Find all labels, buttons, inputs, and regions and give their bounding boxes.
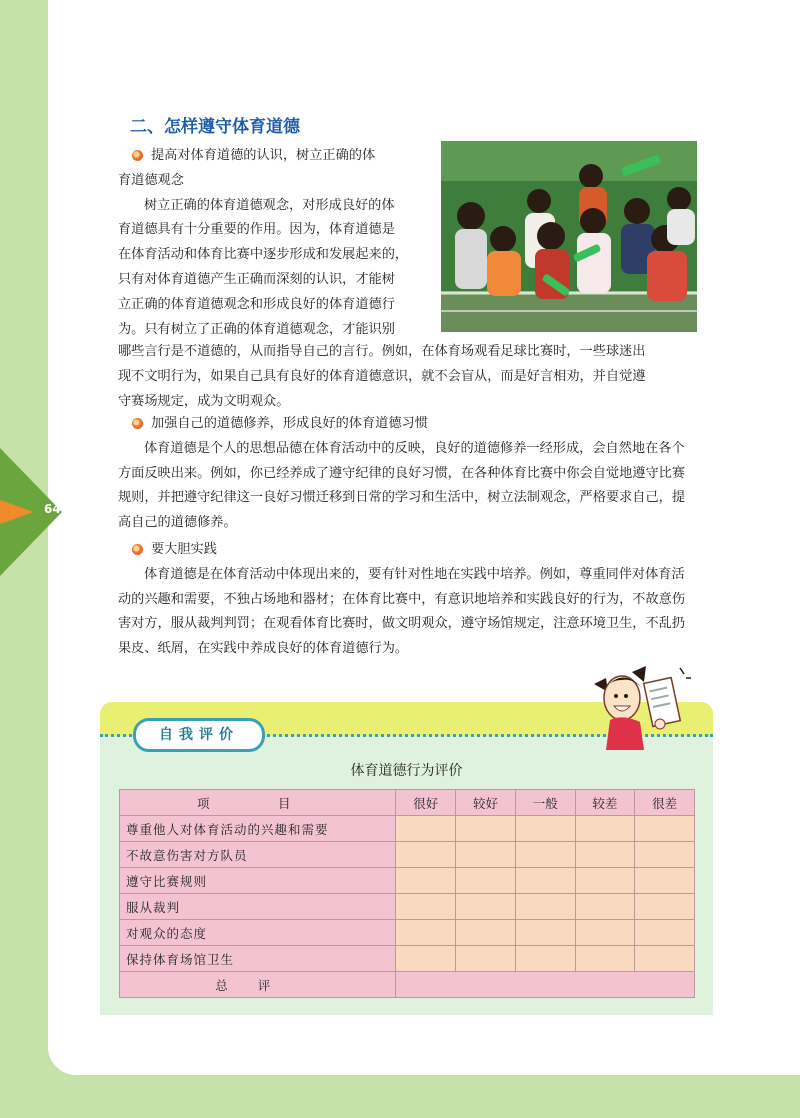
rating-cell[interactable] — [396, 920, 456, 946]
column-header: 较差 — [575, 790, 635, 816]
column-header: 较好 — [456, 790, 516, 816]
evaluation-item: 保持体育场馆卫生 — [120, 946, 396, 972]
table-row — [120, 842, 695, 868]
rating-cell[interactable] — [456, 894, 516, 920]
subsection-1-heading-line-2: 育道德观念 — [118, 172, 184, 188]
orange-dot-icon — [132, 150, 143, 161]
rating-cell[interactable] — [515, 868, 575, 894]
rating-cell[interactable] — [635, 920, 695, 946]
paragraph-line: 为。只有树立了正确的体育道德观念，才能识别 — [118, 321, 395, 337]
rating-cell[interactable] — [635, 816, 695, 842]
paragraph-line: 育道德具有十分重要的作用。因为，体育道德是 — [118, 222, 395, 238]
evaluation-item: 对观众的态度 — [120, 920, 396, 946]
subsection-3-paragraph: 体育道德是在体育活动中体现出来的，要有针对性地在实践中培养。例如，尊重同伴对体育活动的兴趣和需要，不独占场地和器材；在体育比赛中，有意识地培养和实践良好的行为，不故意伤害对方，服从裁判判罚；在观看体育比赛时，做文明观众，遵守场馆规定，注意环境卫生，不乱扔果皮、纸屑，在实践中养成良好的体育道德行为。 — [118, 566, 686, 657]
rating-cell[interactable] — [515, 894, 575, 920]
rating-cell[interactable] — [515, 816, 575, 842]
column-header: 一般 — [515, 790, 575, 816]
rating-cell[interactable] — [635, 946, 695, 972]
self-evaluation-label: 自我评价 — [133, 718, 265, 752]
table-row — [120, 868, 695, 894]
table-row — [120, 816, 695, 842]
section-title: 二、怎样遵守体育道德 — [130, 117, 300, 137]
paragraph-line: 树立正确的体育道德观念，对形成良好的体 — [144, 197, 395, 213]
girl-holding-report-card-illustration — [592, 664, 692, 750]
paragraph-line: 只有对体育道德产生正确而深刻的认识，才能树 — [118, 271, 395, 287]
rating-cell[interactable] — [575, 868, 635, 894]
subsection-2-heading: 加强自己的道德修养，形成良好的体育道德习惯 — [151, 416, 428, 431]
paragraph-line: 哪些言行是不道德的，从而指导自己的言行。例如，在体育场观看足球比赛时，一些球迷出 — [118, 344, 646, 359]
table-total-row — [120, 972, 695, 998]
paragraph-line: 立正确的体育道德观念和形成良好的体育道德行 — [118, 296, 395, 312]
rating-cell[interactable] — [575, 842, 635, 868]
orange-dot-icon — [132, 544, 143, 555]
evaluation-item: 不故意伤害对方队员 — [120, 842, 396, 868]
column-header: 很差 — [635, 790, 695, 816]
total-label: 总评 — [120, 972, 396, 998]
subsection-3-heading: 要大胆实践 — [151, 542, 217, 557]
orange-dot-icon — [132, 418, 143, 429]
photo-illustration — [441, 141, 697, 332]
column-header-item: 项 目 — [120, 790, 396, 816]
rating-cell[interactable] — [456, 920, 516, 946]
table-header-row — [120, 790, 695, 816]
rating-cell[interactable] — [635, 894, 695, 920]
table-row — [120, 946, 695, 972]
evaluation-table — [119, 789, 695, 998]
page-number: 64 — [44, 502, 61, 516]
rating-cell[interactable] — [515, 946, 575, 972]
stadium-fans-photo — [441, 141, 697, 332]
paragraph-line: 现不文明行为，如果自己具有良好的体育道德意识，就不会盲从，而是好言相劝，并自觉遵 — [118, 368, 646, 384]
subsection-1-heading-line-1: 提高对体育道德的认识，树立正确的体 — [151, 148, 376, 163]
rating-cell[interactable] — [575, 816, 635, 842]
page-tab-arrow — [0, 500, 34, 524]
column-header: 很好 — [396, 790, 456, 816]
evaluation-item: 服从裁判 — [120, 894, 396, 920]
evaluation-item: 尊重他人对体育活动的兴趣和需要 — [120, 816, 396, 842]
rating-cell[interactable] — [456, 946, 516, 972]
rating-cell[interactable] — [635, 842, 695, 868]
subsection-2-paragraph: 体育道德是个人的思想品德在体育活动中的反映，良好的道德修养一经形成，会自然地在各个方面反映出来。例如，你已经养成了遵守纪律的良好习惯，在各种体育比赛中你会自觉地遵守比赛规则，并把遵守纪律这一良好习惯迁移到日常的学习和生活中，树立法制观念，严格要求自己，提高自己的道德修养。 — [118, 440, 686, 531]
table-row — [120, 894, 695, 920]
subsection-1 — [118, 144, 434, 342]
mascot-svg — [592, 664, 692, 750]
table-row — [120, 920, 695, 946]
evaluation-item: 遵守比赛规则 — [120, 868, 396, 894]
paragraph-line: 在体育活动和体育比赛中逐步形成和发展起来的， — [118, 247, 409, 263]
rating-cell[interactable] — [396, 894, 456, 920]
page-bottom-strip — [0, 1075, 800, 1118]
rating-cell[interactable] — [456, 842, 516, 868]
subsection-1-continued — [118, 340, 696, 414]
total-cell[interactable] — [396, 972, 695, 998]
rating-cell[interactable] — [515, 842, 575, 868]
evaluation-table-title: 体育道德行为评价 — [350, 763, 463, 779]
rating-cell[interactable] — [396, 946, 456, 972]
rating-cell[interactable] — [396, 868, 456, 894]
rating-cell[interactable] — [515, 920, 575, 946]
rating-cell[interactable] — [456, 816, 516, 842]
paragraph-line: 守赛场规定，成为文明观众。 — [118, 393, 290, 409]
rating-cell[interactable] — [575, 920, 635, 946]
subsection-2 — [118, 412, 696, 536]
rating-cell[interactable] — [396, 816, 456, 842]
rating-cell[interactable] — [396, 842, 456, 868]
subsection-3 — [118, 538, 696, 662]
rating-cell[interactable] — [456, 868, 516, 894]
rating-cell[interactable] — [575, 946, 635, 972]
rating-cell[interactable] — [575, 894, 635, 920]
rating-cell[interactable] — [635, 868, 695, 894]
